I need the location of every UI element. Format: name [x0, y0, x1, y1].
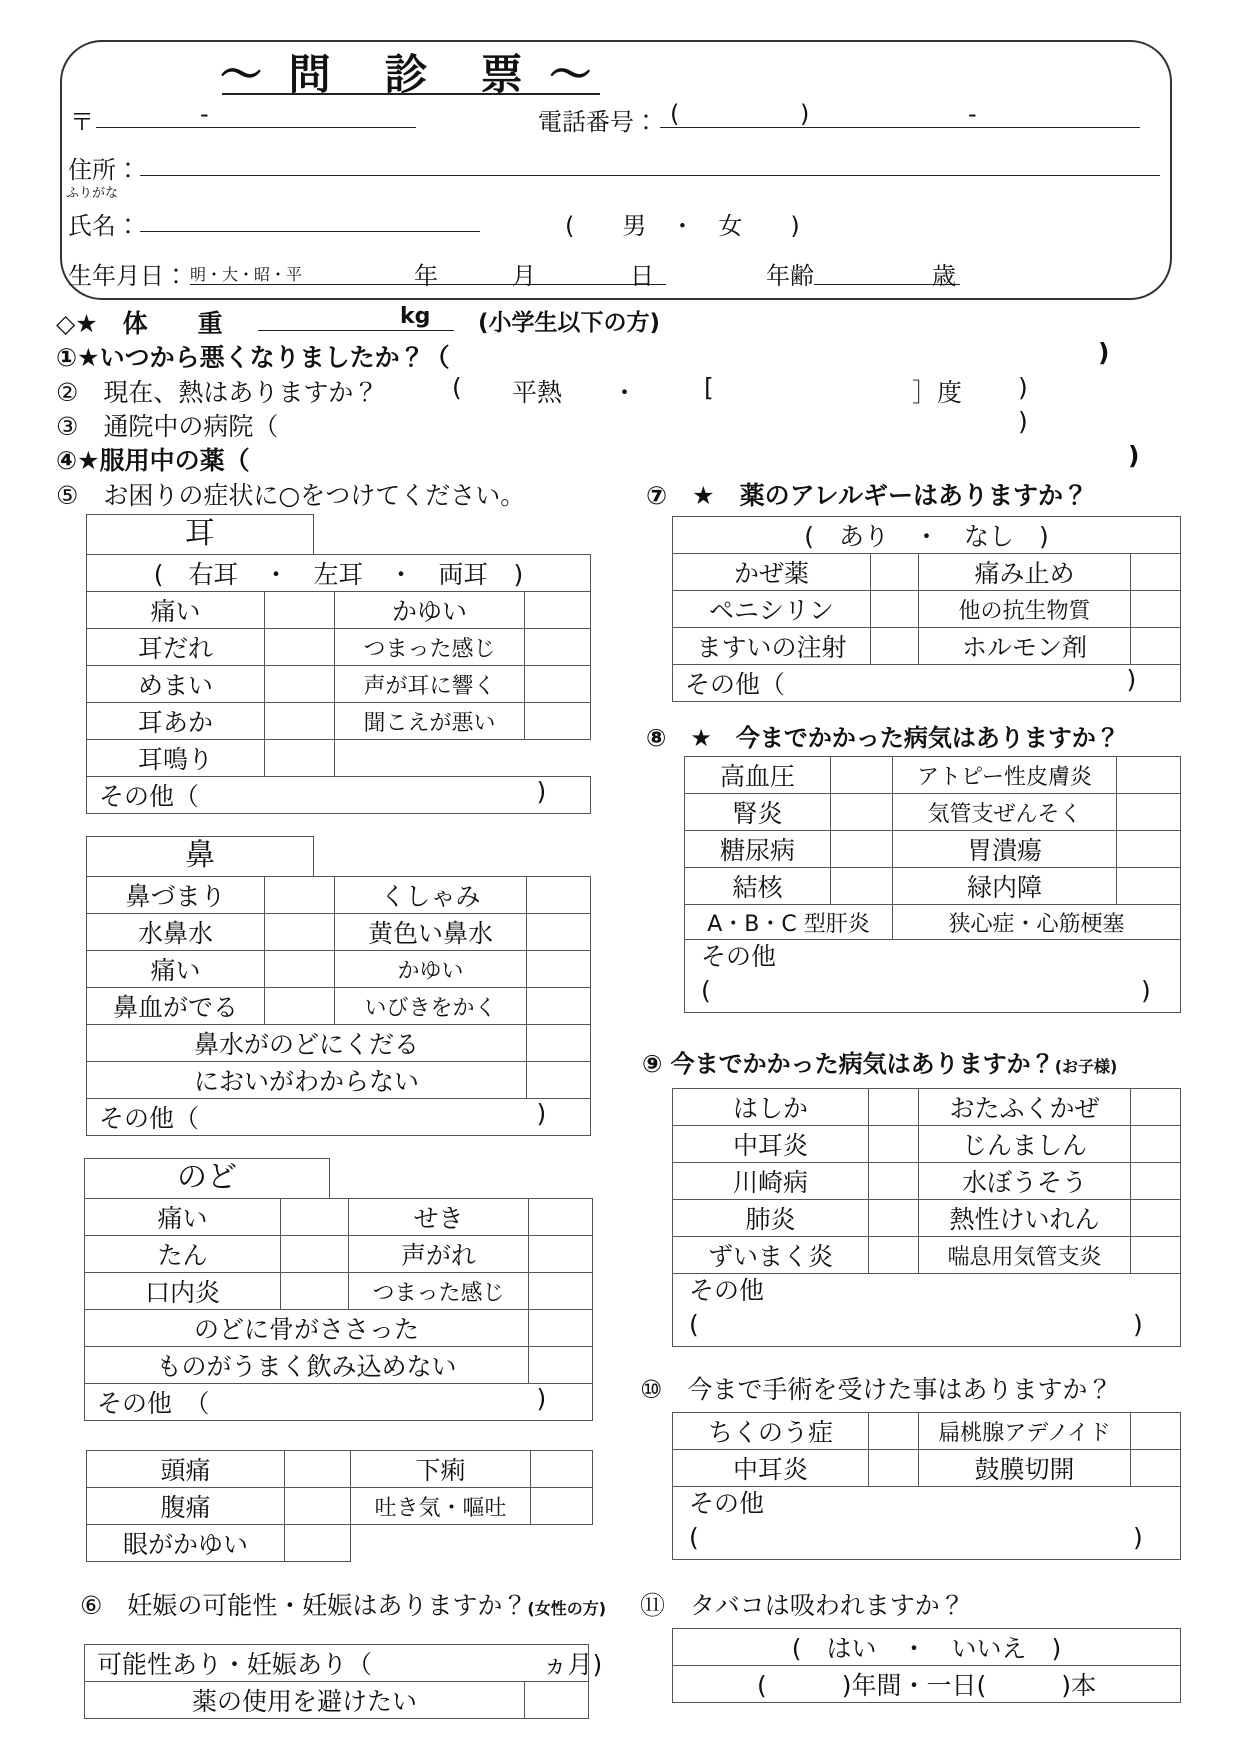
- weight-note: (小学生以下の方): [478, 310, 661, 336]
- smoking-table: [672, 1628, 1181, 1703]
- allergy-label: ホルモン剤: [919, 628, 1131, 665]
- check-cell[interactable]: [531, 1451, 593, 1488]
- weight-label: ◇★ 体 重: [56, 309, 223, 338]
- check-cell[interactable]: [265, 666, 335, 703]
- check-cell[interactable]: [831, 794, 893, 831]
- check-cell[interactable]: [527, 877, 591, 914]
- check-cell[interactable]: [1131, 1200, 1181, 1237]
- check-cell[interactable]: [529, 1347, 593, 1384]
- illness-label: 川崎病: [673, 1163, 869, 1200]
- check-cell[interactable]: [1131, 554, 1181, 591]
- q10-surgery: ⑩ 今まで手術を受けた事はありますか？: [640, 1375, 1113, 1404]
- symptom-label: 声がれ: [349, 1236, 529, 1273]
- other-label: その他: [689, 1489, 765, 1518]
- other-label: その他（: [99, 1104, 200, 1133]
- symptom-label: せき: [349, 1199, 529, 1236]
- check-cell[interactable]: [1131, 1237, 1181, 1274]
- form-title: 〜 問 診 票 〜: [220, 50, 598, 99]
- check-cell[interactable]: [525, 666, 591, 703]
- check-cell[interactable]: [285, 1488, 351, 1525]
- symptom-label: かゆい: [335, 951, 527, 988]
- other-close: ): [536, 1384, 547, 1413]
- furigana-label: ふりがな: [66, 186, 119, 201]
- illness-label: 高血圧: [685, 757, 831, 794]
- check-cell[interactable]: [281, 1236, 349, 1273]
- check-cell[interactable]: [831, 868, 893, 905]
- illness-label: 結核: [685, 868, 831, 905]
- check-cell[interactable]: [1131, 1126, 1181, 1163]
- symptom-label: つまった感じ: [335, 629, 525, 666]
- check-cell[interactable]: [265, 740, 335, 777]
- other-open: (: [701, 976, 711, 1005]
- q5-symptoms: ⑤ お困りの症状に○をつけてください。: [56, 481, 526, 510]
- empty-cell: [335, 740, 591, 777]
- symptom-label: のどに骨がささった: [85, 1310, 529, 1347]
- age-label: 年齢: [766, 262, 814, 290]
- nose-header: 鼻: [86, 836, 314, 876]
- q3-hospital: ③ 通院中の病院（: [56, 412, 279, 441]
- pregnancy-unit: ヵ月): [542, 1650, 603, 1679]
- nose-other-field[interactable]: [87, 1099, 591, 1136]
- pregnancy-months-field[interactable]: [85, 1645, 603, 1682]
- check-cell[interactable]: [281, 1273, 349, 1310]
- illness-label: 喘息用気管支炎: [919, 1237, 1131, 1274]
- check-cell[interactable]: [869, 1163, 919, 1200]
- check-cell[interactable]: [525, 1682, 589, 1719]
- symptom-label: ものがうまく飲み込めない: [85, 1347, 529, 1384]
- dob-label: 生年月日：: [68, 262, 188, 290]
- check-cell[interactable]: [871, 591, 919, 628]
- surgery-table: [672, 1412, 1181, 1560]
- symptom-label: 痛い: [87, 592, 265, 629]
- allergy-label: かぜ薬: [673, 554, 871, 591]
- illness-label: 腎炎: [685, 794, 831, 831]
- check-cell[interactable]: [265, 951, 335, 988]
- era-choice[interactable]: 明・大・昭・平: [190, 265, 303, 284]
- check-cell[interactable]: [265, 703, 335, 740]
- check-cell[interactable]: [525, 592, 591, 629]
- dob-month: 月: [512, 262, 536, 290]
- check-cell[interactable]: [531, 1488, 593, 1525]
- weight-unit: kg: [400, 304, 431, 329]
- q2-fever: ② 現在、熱はありますか？: [56, 378, 379, 407]
- name-field[interactable]: [140, 231, 480, 232]
- q1-onset: ①★いつから悪くなりましたか？（: [56, 343, 450, 372]
- check-cell[interactable]: [265, 988, 335, 1025]
- illness-other-field[interactable]: [685, 940, 1181, 1013]
- check-cell[interactable]: [265, 914, 335, 951]
- illness-label: じんましん: [919, 1126, 1131, 1163]
- q2-bracket: [: [704, 373, 714, 402]
- check-cell[interactable]: [529, 1236, 593, 1273]
- check-cell[interactable]: [1131, 1089, 1181, 1126]
- check-cell[interactable]: [1131, 1163, 1181, 1200]
- symptom-label: 痛い: [85, 1199, 281, 1236]
- check-cell[interactable]: [869, 1237, 919, 1274]
- name-label: 氏名：: [68, 212, 140, 240]
- allergy-label: ペニシリン: [673, 591, 871, 628]
- allergy-label: 他の抗生物質: [919, 591, 1131, 628]
- q3-close: ): [1018, 407, 1028, 436]
- symptom-label: 耳あか: [87, 703, 265, 740]
- other-close: ): [1126, 665, 1137, 694]
- q11-smoking: ⑪ タバコは吸われますか？: [640, 1591, 965, 1620]
- other-open: (: [689, 1523, 699, 1552]
- other-paren-row: [701, 974, 1176, 1008]
- check-cell[interactable]: [869, 1200, 919, 1237]
- symptom-label: くしゃみ: [335, 877, 527, 914]
- check-cell[interactable]: [529, 1273, 593, 1310]
- illness-label: アトピー性皮膚炎: [893, 757, 1117, 794]
- postal-sep: -: [200, 100, 209, 128]
- illness-label: 中耳炎: [673, 1126, 869, 1163]
- check-cell[interactable]: [529, 1199, 593, 1236]
- symptom-label: 聞こえが悪い: [335, 703, 525, 740]
- illness-label: 糖尿病: [685, 831, 831, 868]
- other-close: ): [536, 1099, 547, 1128]
- symptom-label: いびきをかく: [335, 988, 527, 1025]
- symptom-label: 耳鳴り: [87, 740, 265, 777]
- check-cell[interactable]: [525, 629, 591, 666]
- ear-other-field[interactable]: [87, 777, 591, 814]
- ear-header: 耳: [86, 514, 314, 554]
- surgery-label: 中耳炎: [673, 1450, 869, 1487]
- check-cell[interactable]: [527, 1025, 591, 1062]
- age-unit: 歳: [932, 262, 956, 290]
- check-cell[interactable]: [871, 554, 919, 591]
- symptom-label: 口内炎: [85, 1273, 281, 1310]
- symptom-label: 吐き気・嘔吐: [351, 1488, 531, 1525]
- illness-label[interactable]: 狭心症・心筋梗塞: [893, 905, 1181, 940]
- phone-field[interactable]: [660, 127, 1140, 128]
- empty-cell: [351, 1525, 593, 1562]
- nose-table: [86, 876, 591, 1136]
- illness-label: 胃潰瘍: [893, 831, 1117, 868]
- illness-label: 気管支ぜんそく: [893, 794, 1117, 831]
- symptom-label: においがわからない: [87, 1062, 527, 1099]
- other-close: ): [1133, 1523, 1143, 1552]
- smoking-amount-field[interactable]: ( )年間・一日( )本: [673, 1666, 1181, 1703]
- phone-open: (: [670, 100, 680, 128]
- throat-table: [84, 1198, 593, 1421]
- illness-label: 水ぼうそう: [919, 1163, 1131, 1200]
- check-cell[interactable]: [831, 757, 893, 794]
- ear-side-choice[interactable]: ( 右耳 ・ 左耳 ・ 両耳 ): [87, 555, 591, 592]
- check-cell[interactable]: [1131, 1450, 1181, 1487]
- other-close: ): [536, 777, 547, 806]
- q6-note: (女性の方): [527, 1599, 607, 1618]
- check-cell[interactable]: [1117, 757, 1181, 794]
- check-cell[interactable]: [1131, 1413, 1181, 1450]
- phone-sep: -: [968, 100, 977, 128]
- symptom-label: 下痢: [351, 1451, 531, 1488]
- check-cell[interactable]: [525, 703, 591, 740]
- symptom-label: 鼻血がでる: [87, 988, 265, 1025]
- symptom-label: 水鼻水: [87, 914, 265, 951]
- other-close: ): [1141, 976, 1151, 1005]
- illness-label: ずいまく炎: [673, 1237, 869, 1274]
- gender-choice[interactable]: ( 男 ・ 女 ): [565, 212, 800, 240]
- illness-table: [684, 756, 1181, 1013]
- title-underline: [222, 93, 600, 95]
- q4-medicine: ④★服用中の薬（: [56, 446, 250, 475]
- symptom-label: 黄色い鼻水: [335, 914, 527, 951]
- illness-label: おたふくかぜ: [919, 1089, 1131, 1126]
- symptom-label: 痛い: [87, 951, 265, 988]
- phone-label: 電話番号：: [538, 108, 658, 136]
- phone-close: ): [800, 100, 810, 128]
- allergy-choice[interactable]: ( あり ・ なし ): [673, 517, 1181, 554]
- check-cell[interactable]: [1117, 868, 1181, 905]
- symptom-label: たん: [85, 1236, 281, 1273]
- allergy-label: ますいの注射: [673, 628, 871, 665]
- q2-degree: ］度: [912, 378, 963, 407]
- throat-other-field[interactable]: [85, 1384, 593, 1421]
- surgery-other-field[interactable]: [673, 1487, 1181, 1560]
- pregnancy-table: [84, 1644, 603, 1719]
- allergy-label: 痛み止め: [919, 554, 1131, 591]
- illness-label[interactable]: A・B・C 型肝炎: [685, 905, 893, 940]
- q6-text: ⑥ 妊娠の可能性・妊娠はありますか？: [80, 1591, 528, 1620]
- check-cell[interactable]: [1117, 831, 1181, 868]
- surgery-label: ちくのう症: [673, 1413, 869, 1450]
- q4-close: ): [1128, 441, 1140, 470]
- symptom-label: 頭痛: [87, 1451, 285, 1488]
- check-cell[interactable]: [1131, 591, 1181, 628]
- q2-normal-temp[interactable]: 平熱: [512, 378, 563, 407]
- illness-label: 緑内障: [893, 868, 1117, 905]
- check-cell[interactable]: [831, 831, 893, 868]
- misc-symptom-table: [86, 1450, 593, 1562]
- symptom-label: 眼がかゆい: [87, 1525, 285, 1562]
- pregnancy-avoid-label: 薬の使用を避けたい: [85, 1682, 525, 1719]
- check-cell[interactable]: [265, 629, 335, 666]
- illness-label: 熱性けいれん: [919, 1200, 1131, 1237]
- other-label: その他（: [99, 782, 200, 811]
- q9-text: ⑨ 今までかかった病気はありますか？: [642, 1050, 1055, 1078]
- check-cell[interactable]: [285, 1451, 351, 1488]
- q8-illness: ⑧ ★ 今までかかった病気はありますか？: [646, 724, 1120, 752]
- allergy-other-field[interactable]: [673, 665, 1181, 702]
- check-cell[interactable]: [527, 988, 591, 1025]
- throat-header: のど: [84, 1158, 330, 1198]
- address-field[interactable]: [140, 175, 1160, 176]
- symptom-label: 声が耳に響く: [335, 666, 525, 703]
- postal-mark: 〒: [70, 108, 94, 136]
- symptom-label: 鼻づまり: [87, 877, 265, 914]
- check-cell[interactable]: [265, 592, 335, 629]
- postal-code-field[interactable]: [96, 127, 416, 128]
- other-open: (: [689, 1310, 699, 1339]
- check-cell[interactable]: [265, 877, 335, 914]
- check-cell[interactable]: [1117, 794, 1181, 831]
- q1-close: ): [1098, 338, 1110, 367]
- symptom-label: かゆい: [335, 592, 525, 629]
- surgery-label: 鼓膜切開: [919, 1450, 1131, 1487]
- other-paren-row: [689, 1308, 1176, 1342]
- illness-label: 肺炎: [673, 1200, 869, 1237]
- q2-open: (: [452, 373, 462, 402]
- weight-field[interactable]: [258, 330, 454, 331]
- other-close: ): [1133, 1310, 1143, 1339]
- symptom-label: 腹痛: [87, 1488, 285, 1525]
- check-cell[interactable]: [527, 914, 591, 951]
- check-cell[interactable]: [527, 1062, 591, 1099]
- q7-allergy: ⑦ ★ 薬のアレルギーはありますか？: [646, 481, 1088, 510]
- check-cell[interactable]: [285, 1525, 351, 1562]
- check-cell[interactable]: [281, 1199, 349, 1236]
- q2-dot: ・: [612, 378, 638, 407]
- allergy-table: [672, 516, 1181, 702]
- surgery-label: 扁桃腺アデノイド: [919, 1413, 1131, 1450]
- check-cell[interactable]: [869, 1126, 919, 1163]
- check-cell[interactable]: [869, 1450, 919, 1487]
- child-illness-other-field[interactable]: [673, 1274, 1181, 1347]
- other-label: その他 （: [97, 1389, 210, 1418]
- check-cell[interactable]: [869, 1089, 919, 1126]
- other-label: その他: [689, 1276, 765, 1305]
- check-cell[interactable]: [1131, 628, 1181, 665]
- other-label: その他（: [685, 670, 786, 699]
- dob-day: 日: [630, 262, 654, 290]
- q9-child-illness: [642, 1044, 1117, 1079]
- q9-note: (お子様): [1054, 1057, 1118, 1076]
- q2-close: ): [1018, 373, 1028, 402]
- child-illness-table: [672, 1088, 1181, 1347]
- check-cell[interactable]: [529, 1310, 593, 1347]
- ear-table: [86, 554, 591, 814]
- illness-label: はしか: [673, 1089, 869, 1126]
- symptom-label: 耳だれ: [87, 629, 265, 666]
- symptom-label: つまった感じ: [349, 1273, 529, 1310]
- check-cell[interactable]: [869, 1413, 919, 1450]
- symptom-label: めまい: [87, 666, 265, 703]
- pregnancy-label: 可能性あり・妊娠あり（: [97, 1650, 373, 1679]
- check-cell[interactable]: [527, 951, 591, 988]
- smoking-choice[interactable]: ( はい ・ いいえ ): [673, 1629, 1181, 1666]
- dob-year: 年: [414, 262, 438, 290]
- check-cell[interactable]: [871, 628, 919, 665]
- address-label: 住所：: [68, 156, 140, 184]
- symptom-label: 鼻水がのどにくだる: [87, 1025, 527, 1062]
- q6-pregnancy: [80, 1586, 606, 1622]
- other-paren-row: [689, 1521, 1176, 1555]
- other-label: その他: [701, 942, 777, 971]
